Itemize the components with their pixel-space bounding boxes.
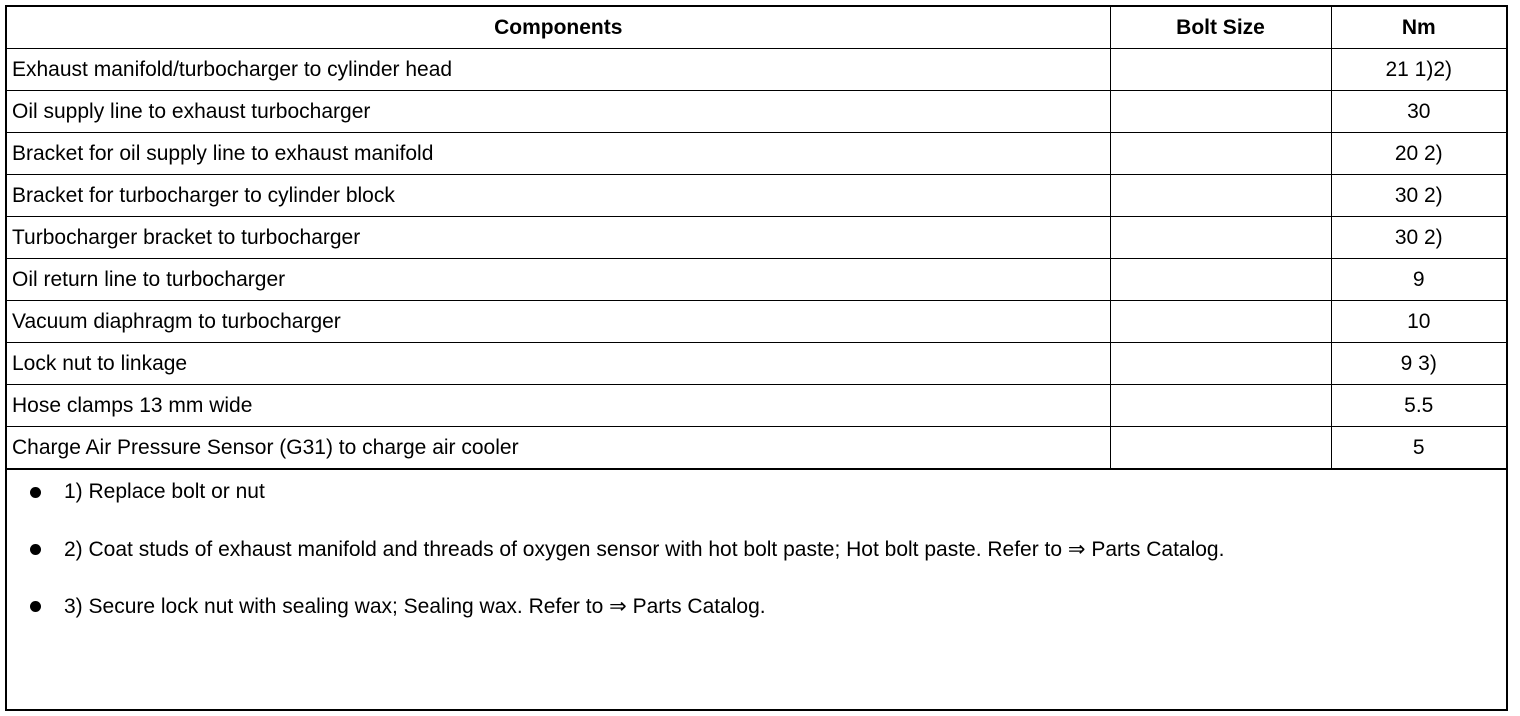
parts-catalog-link[interactable]: Parts Catalog. <box>1091 538 1225 561</box>
torque-spec-table <box>7 7 1506 469</box>
table-header-row <box>7 7 1506 49</box>
component-cell: Bracket for turbocharger to cylinder block <box>7 175 1110 217</box>
nm-cell: 10 <box>1331 301 1506 343</box>
nm-cell: 5 <box>1331 427 1506 469</box>
nm-cell: 5.5 <box>1331 385 1506 427</box>
table-row <box>7 385 1506 427</box>
footnotes <box>7 469 1506 651</box>
bolt-size-cell <box>1110 91 1331 133</box>
bolt-size-cell <box>1110 133 1331 175</box>
bolt-size-cell <box>1110 175 1331 217</box>
arrow-right-icon: ⇒ <box>1067 537 1086 561</box>
nm-cell: 30 2) <box>1331 175 1506 217</box>
component-cell: Vacuum diaphragm to turbocharger <box>7 301 1110 343</box>
footnote-item <box>7 594 1506 651</box>
table-row <box>7 133 1506 175</box>
bolt-size-cell <box>1110 301 1331 343</box>
bolt-size-cell <box>1110 259 1331 301</box>
nm-cell: 20 2) <box>1331 133 1506 175</box>
component-cell: Turbocharger bracket to turbocharger <box>7 217 1110 259</box>
bullet-icon <box>30 601 41 612</box>
parts-catalog-link[interactable]: Parts Catalog. <box>632 595 766 618</box>
component-cell: Lock nut to linkage <box>7 343 1110 385</box>
torque-spec-frame <box>5 5 1508 711</box>
table-row <box>7 301 1506 343</box>
nm-cell: 21 1)2) <box>1331 49 1506 91</box>
table-row <box>7 175 1506 217</box>
table-row <box>7 49 1506 91</box>
bolt-size-cell <box>1110 427 1331 469</box>
nm-cell: 30 <box>1331 91 1506 133</box>
bolt-size-cell <box>1110 217 1331 259</box>
component-cell: Bracket for oil supply line to exhaust manifold <box>7 133 1110 175</box>
header-components: Components <box>7 7 1110 49</box>
header-nm: Nm <box>1331 7 1506 49</box>
bolt-size-cell <box>1110 49 1331 91</box>
header-bolt-size: Bolt Size <box>1110 7 1331 49</box>
table-row <box>7 343 1506 385</box>
table-row <box>7 217 1506 259</box>
footnote-item <box>7 480 1506 537</box>
component-cell: Exhaust manifold/turbocharger to cylinder head <box>7 49 1110 91</box>
footnote-text: 1) Replace bolt or nut <box>64 480 265 503</box>
component-cell: Charge Air Pressure Sensor (G31) to charge air cooler <box>7 427 1110 469</box>
footnote-text: 3) Secure lock nut with sealing wax; Sealing wax. Refer to <box>64 595 604 618</box>
bullet-icon <box>30 544 41 555</box>
component-cell: Hose clamps 13 mm wide <box>7 385 1110 427</box>
table-row <box>7 259 1506 301</box>
arrow-right-icon: ⇒ <box>609 594 627 618</box>
bolt-size-cell <box>1110 385 1331 427</box>
component-cell: Oil supply line to exhaust turbocharger <box>7 91 1110 133</box>
nm-cell: 9 3) <box>1331 343 1506 385</box>
table-row <box>7 427 1506 469</box>
bullet-icon <box>30 487 41 498</box>
component-cell: Oil return line to turbocharger <box>7 259 1110 301</box>
bolt-size-cell <box>1110 343 1331 385</box>
table-row <box>7 91 1506 133</box>
nm-cell: 9 <box>1331 259 1506 301</box>
footnote-item <box>7 537 1506 594</box>
nm-cell: 30 2) <box>1331 217 1506 259</box>
footnote-text: 2) Coat studs of exhaust manifold and threads of oxygen sensor with hot bolt paste; Hot bolt paste. Refer to <box>64 538 1063 561</box>
